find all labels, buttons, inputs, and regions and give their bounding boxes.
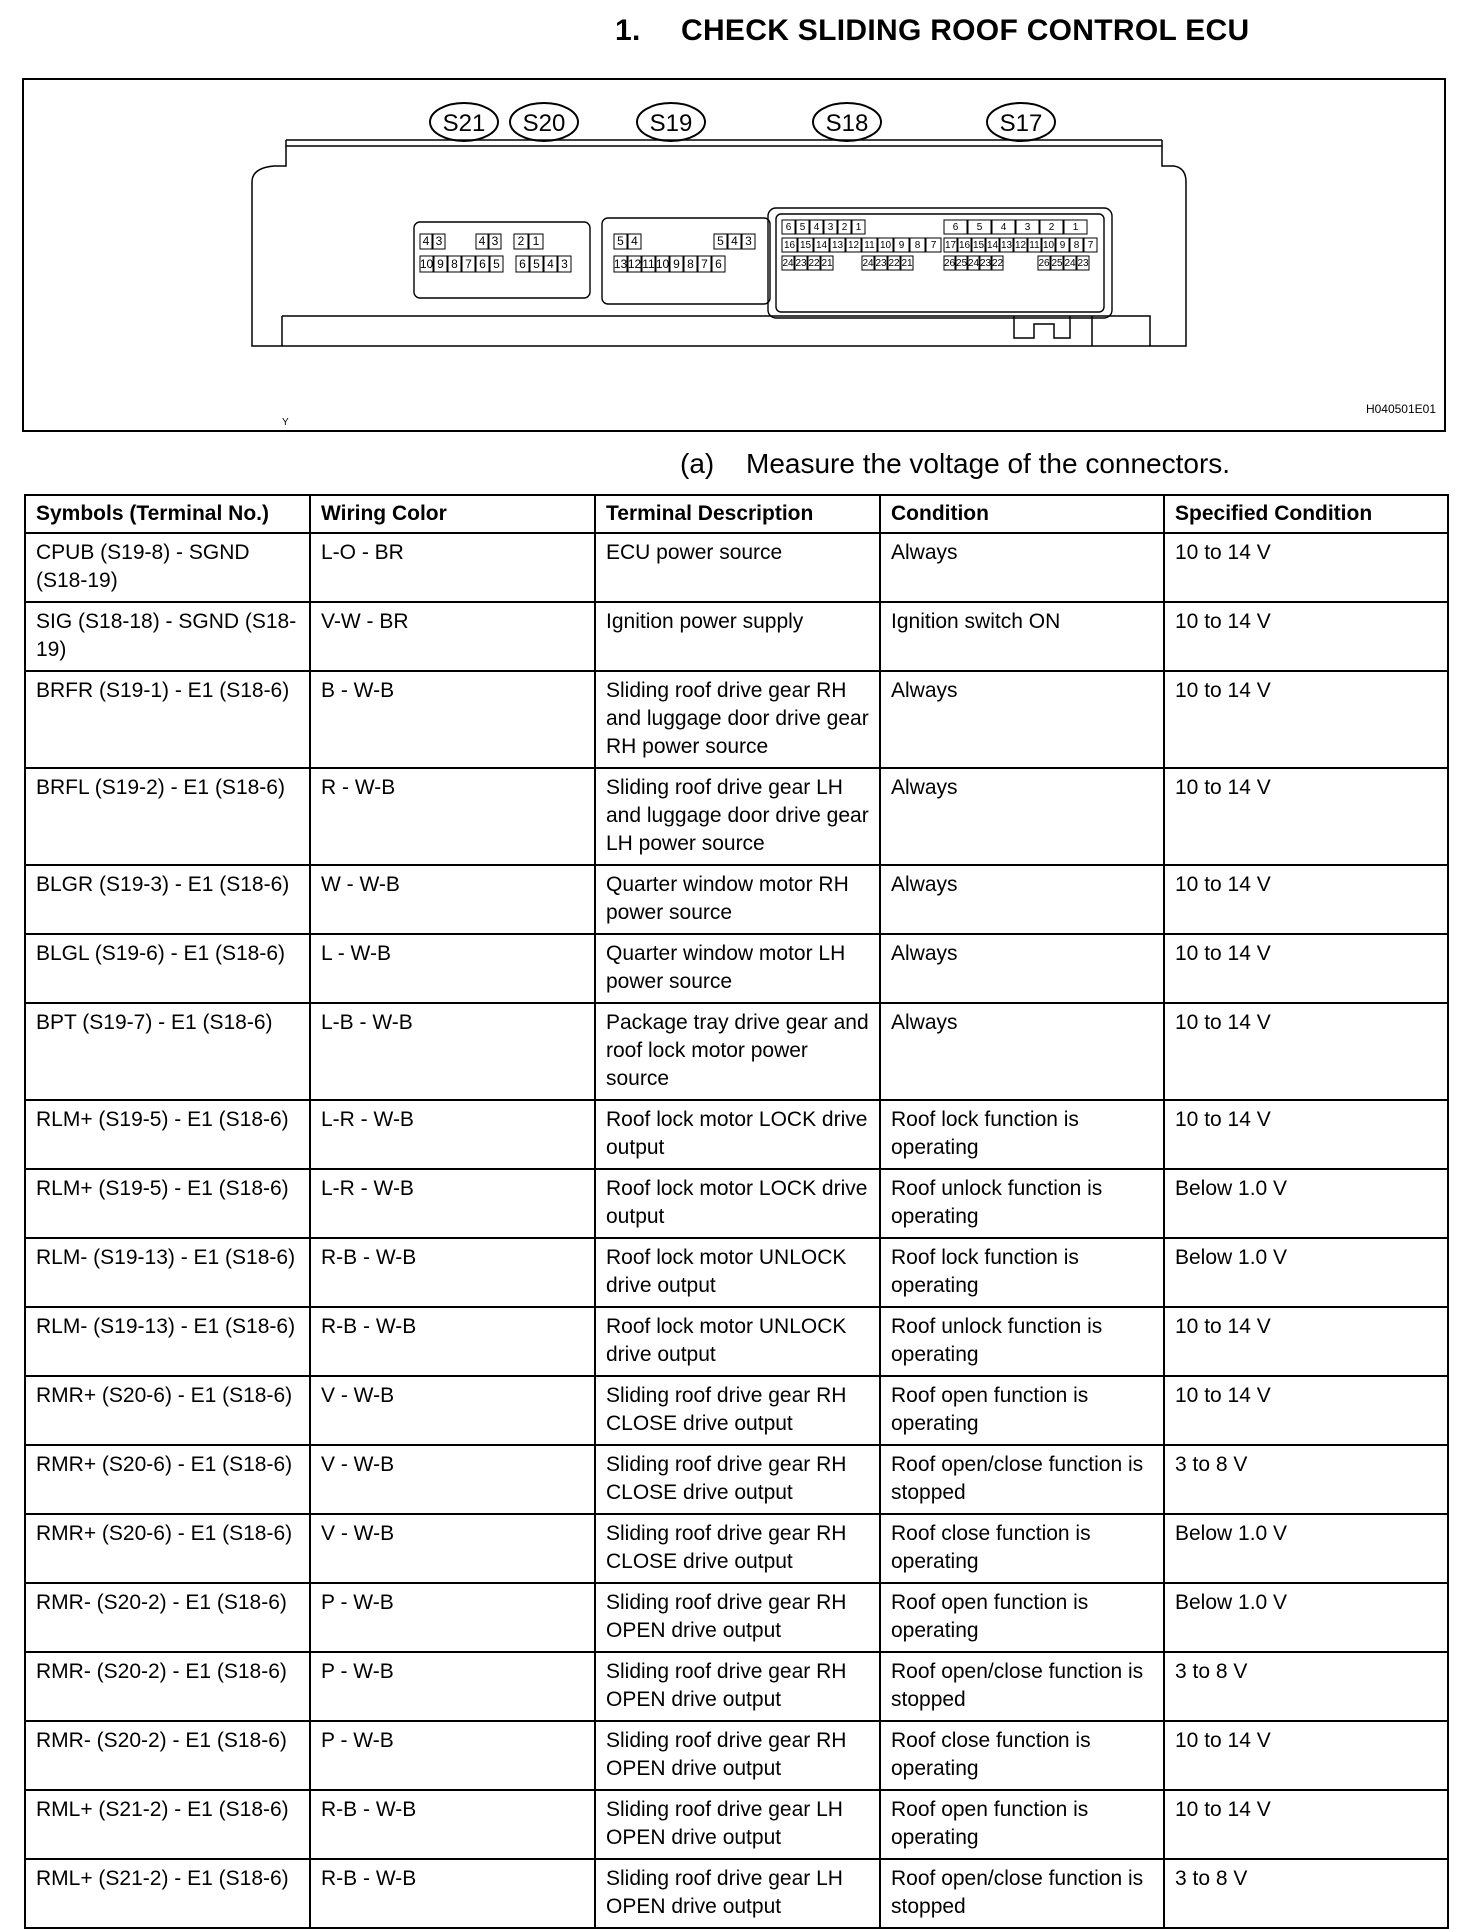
- pin-number: 4: [631, 234, 638, 248]
- symbols-cell: RML+ (S21-2) - E1 (S18-6): [25, 1859, 310, 1928]
- voltage-spec-table: [24, 494, 1449, 1929]
- pin-number: 10: [1042, 240, 1055, 251]
- pin-number: 4: [731, 234, 738, 248]
- pin-number: 22: [888, 258, 900, 269]
- condition-cell: Always: [880, 865, 1164, 934]
- symbols-cell: RLM- (S19-13) - E1 (S18-6): [25, 1238, 310, 1307]
- terminal-description-cell: Quarter window motor LH power source: [595, 934, 880, 1003]
- table-row: [25, 1721, 1448, 1790]
- connector-label-s17: S17: [999, 110, 1043, 137]
- pin-number: 8: [914, 240, 921, 251]
- table-row: [25, 533, 1448, 602]
- pin-number: 1: [1072, 222, 1079, 233]
- table-row: [25, 934, 1448, 1003]
- wiring-color-cell: P - W-B: [310, 1721, 595, 1790]
- pin-number: 4: [422, 234, 430, 248]
- pin-number: 22: [991, 258, 1004, 269]
- symbols-cell: RMR- (S20-2) - E1 (S18-6): [25, 1583, 310, 1652]
- step-instruction: [680, 448, 1230, 480]
- pin-number: 3: [561, 257, 568, 271]
- terminal-description-cell: Sliding roof drive gear RH OPEN drive output: [595, 1652, 880, 1721]
- wiring-color-cell: L-B - W-B: [310, 1003, 595, 1100]
- wiring-color-cell: R-B - W-B: [310, 1790, 595, 1859]
- table-row: [25, 1445, 1448, 1514]
- pin-number: 16: [958, 240, 971, 251]
- terminal-description-cell: Sliding roof drive gear RH CLOSE drive output: [595, 1514, 880, 1583]
- pin-number: 2: [517, 234, 525, 248]
- symbols-cell: RMR+ (S20-6) - E1 (S18-6): [25, 1376, 310, 1445]
- connector-label-s19: S19: [649, 110, 693, 137]
- header-wiring-color: Wiring Color: [310, 495, 595, 533]
- wiring-color-cell: B - W-B: [310, 671, 595, 768]
- table-row: [25, 865, 1448, 934]
- condition-cell: Always: [880, 934, 1164, 1003]
- pin-number: 13: [1000, 240, 1013, 251]
- terminal-description-cell: ECU power source: [595, 533, 880, 602]
- specified-condition-cell: 3 to 8 V: [1164, 1445, 1448, 1514]
- wiring-color-cell: P - W-B: [310, 1652, 595, 1721]
- pin-number: 12: [627, 257, 642, 271]
- header-terminal-description: Terminal Description: [595, 495, 880, 533]
- specified-condition-cell: Below 1.0 V: [1164, 1169, 1448, 1238]
- condition-cell: Always: [880, 533, 1164, 602]
- condition-cell: Roof open/close function is stopped: [880, 1859, 1164, 1928]
- pin-number: 10: [879, 240, 892, 251]
- pin-number: 3: [1024, 222, 1031, 233]
- pin-number: 25: [955, 258, 968, 269]
- wiring-color-cell: L-R - W-B: [310, 1100, 595, 1169]
- table-row: [25, 1238, 1448, 1307]
- condition-cell: Roof close function is operating: [880, 1721, 1164, 1790]
- wiring-color-cell: R-B - W-B: [310, 1307, 595, 1376]
- condition-cell: Roof open/close function is stopped: [880, 1445, 1164, 1514]
- pin-number: 16: [783, 240, 796, 251]
- symbols-cell: RML+ (S21-2) - E1 (S18-6): [25, 1790, 310, 1859]
- terminal-description-cell: Roof lock motor LOCK drive output: [595, 1100, 880, 1169]
- table-header-row: [25, 495, 1448, 533]
- pin-number: 7: [1087, 240, 1094, 251]
- ecu-connector-diagram: [24, 80, 1444, 430]
- heading-number: 1.: [615, 14, 641, 47]
- pin-number: 11: [864, 240, 875, 251]
- table-body: [25, 533, 1448, 1928]
- terminal-description-cell: Sliding roof drive gear LH and luggage door drive gear LH power source: [595, 768, 880, 865]
- pin-number: 7: [465, 257, 472, 271]
- pin-number: 3: [435, 234, 443, 248]
- pin-number: 6: [519, 257, 526, 271]
- pin-number: 17: [944, 240, 957, 251]
- pin-number: 12: [847, 240, 860, 251]
- pin-number: 15: [972, 240, 985, 251]
- terminal-description-cell: Sliding roof drive gear RH CLOSE drive output: [595, 1445, 880, 1514]
- table-row: [25, 1100, 1448, 1169]
- pin-number: 2: [1048, 222, 1055, 233]
- terminal-description-cell: Sliding roof drive gear RH and luggage door drive gear RH power source: [595, 671, 880, 768]
- pin-number: 3: [745, 234, 752, 248]
- terminal-description-cell: Roof lock motor UNLOCK drive output: [595, 1238, 880, 1307]
- pin-number: 25: [1051, 258, 1063, 269]
- wiring-color-cell: V - W-B: [310, 1376, 595, 1445]
- wiring-color-cell: L-O - BR: [310, 533, 595, 602]
- header-symbols: Symbols (Terminal No.): [25, 495, 310, 533]
- pin-number: 8: [1073, 240, 1080, 251]
- symbols-cell: RLM- (S19-13) - E1 (S18-6): [25, 1307, 310, 1376]
- symbols-cell: RMR+ (S20-6) - E1 (S18-6): [25, 1514, 310, 1583]
- pin-number: 9: [437, 257, 444, 271]
- terminal-description-cell: Sliding roof drive gear LH OPEN drive output: [595, 1790, 880, 1859]
- terminal-description-cell: Ignition power supply: [595, 602, 880, 671]
- pin-number: 23: [875, 258, 887, 269]
- symbols-cell: CPUB (S19-8) - SGND (S18-19): [25, 533, 310, 602]
- condition-cell: Roof lock function is operating: [880, 1100, 1164, 1169]
- wiring-color-cell: P - W-B: [310, 1583, 595, 1652]
- condition-cell: Ignition switch ON: [880, 602, 1164, 671]
- pin-number: 3: [827, 222, 834, 233]
- pin-number: 8: [687, 257, 694, 271]
- specified-condition-cell: 10 to 14 V: [1164, 1307, 1448, 1376]
- pin-number: 23: [1077, 258, 1089, 269]
- heading-title: CHECK SLIDING ROOF CONTROL ECU: [681, 14, 1250, 47]
- pin-number: 6: [952, 222, 959, 233]
- connector-label-s18: S18: [825, 110, 869, 137]
- table-row: [25, 768, 1448, 865]
- specified-condition-cell: Below 1.0 V: [1164, 1238, 1448, 1307]
- wiring-color-cell: W - W-B: [310, 865, 595, 934]
- table-row: [25, 1003, 1448, 1100]
- section-heading: [615, 14, 1249, 48]
- condition-cell: Roof open function is operating: [880, 1376, 1164, 1445]
- pin-number: 14: [986, 240, 999, 251]
- pin-number: 1: [532, 234, 540, 248]
- pin-number: 2: [841, 222, 848, 233]
- pin-number: 21: [901, 258, 913, 269]
- condition-cell: Roof open/close function is stopped: [880, 1652, 1164, 1721]
- specified-condition-cell: Below 1.0 V: [1164, 1583, 1448, 1652]
- table-row: [25, 1514, 1448, 1583]
- wiring-color-cell: L - W-B: [310, 934, 595, 1003]
- symbols-cell: RLM+ (S19-5) - E1 (S18-6): [25, 1100, 310, 1169]
- symbols-cell: RMR- (S20-2) - E1 (S18-6): [25, 1652, 310, 1721]
- pin-number: 9: [1059, 240, 1066, 251]
- pin-number: 5: [799, 222, 806, 233]
- ecu-connector-figure: [22, 78, 1446, 432]
- pin-number: 14: [815, 240, 828, 251]
- symbols-cell: RMR+ (S20-6) - E1 (S18-6): [25, 1445, 310, 1514]
- pin-number: 10: [419, 257, 434, 271]
- pin-number: 6: [785, 222, 792, 233]
- step-label: (a): [680, 448, 715, 479]
- pin-number: 24: [967, 258, 980, 269]
- header-specified-condition: Specified Condition: [1164, 495, 1448, 533]
- pin-number: 4: [813, 222, 820, 233]
- step-text: Measure the voltage of the connectors.: [746, 448, 1231, 479]
- pin-number: 15: [799, 240, 812, 251]
- symbols-cell: BRFL (S19-2) - E1 (S18-6): [25, 768, 310, 865]
- specified-condition-cell: 3 to 8 V: [1164, 1652, 1448, 1721]
- condition-cell: Roof unlock function is operating: [880, 1307, 1164, 1376]
- pin-number: 22: [808, 258, 820, 269]
- condition-cell: Always: [880, 671, 1164, 768]
- symbols-cell: BPT (S19-7) - E1 (S18-6): [25, 1003, 310, 1100]
- pin-number: 8: [451, 257, 458, 271]
- terminal-description-cell: Sliding roof drive gear RH OPEN drive output: [595, 1583, 880, 1652]
- specified-condition-cell: 10 to 14 V: [1164, 1721, 1448, 1790]
- table-row: [25, 671, 1448, 768]
- pin-number: 3: [491, 234, 499, 248]
- pin-number: 9: [673, 257, 680, 271]
- pin-number: 5: [493, 257, 500, 271]
- condition-cell: Roof lock function is operating: [880, 1238, 1164, 1307]
- pin-number: 9: [898, 240, 905, 251]
- symbols-cell: SIG (S18-18) - SGND (S18-19): [25, 602, 310, 671]
- condition-cell: Roof unlock function is operating: [880, 1169, 1164, 1238]
- pin-number: 23: [795, 258, 807, 269]
- table-row: [25, 1376, 1448, 1445]
- wiring-color-cell: R-B - W-B: [310, 1859, 595, 1928]
- symbols-cell: BLGR (S19-3) - E1 (S18-6): [25, 865, 310, 934]
- condition-cell: Always: [880, 1003, 1164, 1100]
- pin-number: 12: [1014, 240, 1027, 251]
- table-row: [25, 1859, 1448, 1928]
- specified-condition-cell: 10 to 14 V: [1164, 533, 1448, 602]
- pin-number: 13: [613, 257, 628, 271]
- terminal-description-cell: Roof lock motor LOCK drive output: [595, 1169, 880, 1238]
- pin-number: 26: [1038, 258, 1050, 269]
- pin-number: 21: [821, 258, 833, 269]
- pin-number: 4: [1000, 222, 1007, 233]
- connector-label-s21: S21: [442, 110, 486, 137]
- specified-condition-cell: Below 1.0 V: [1164, 1514, 1448, 1583]
- header-condition: Condition: [880, 495, 1164, 533]
- table-row: [25, 1307, 1448, 1376]
- condition-cell: Roof close function is operating: [880, 1514, 1164, 1583]
- pin-number: 13: [831, 240, 844, 251]
- pin-number: 7: [930, 240, 937, 251]
- specified-condition-cell: 10 to 14 V: [1164, 602, 1448, 671]
- table-row: [25, 602, 1448, 671]
- terminal-description-cell: Quarter window motor RH power source: [595, 865, 880, 934]
- condition-cell: Roof open function is operating: [880, 1583, 1164, 1652]
- table-row: [25, 1790, 1448, 1859]
- specified-condition-cell: 10 to 14 V: [1164, 1376, 1448, 1445]
- terminal-description-cell: Sliding roof drive gear RH OPEN drive output: [595, 1721, 880, 1790]
- specified-condition-cell: 10 to 14 V: [1164, 768, 1448, 865]
- specified-condition-cell: 10 to 14 V: [1164, 865, 1448, 934]
- pin-number: 4: [478, 234, 486, 248]
- specified-condition-cell: 10 to 14 V: [1164, 671, 1448, 768]
- terminal-description-cell: Package tray drive gear and roof lock motor power source: [595, 1003, 880, 1100]
- pin-number: 1: [855, 222, 862, 233]
- connector-label-s20: S20: [522, 110, 566, 137]
- specified-condition-cell: 10 to 14 V: [1164, 1790, 1448, 1859]
- pin-number: 11: [1029, 240, 1040, 251]
- table-row: [25, 1652, 1448, 1721]
- pin-number: 24: [782, 258, 794, 269]
- pin-number: 4: [547, 257, 554, 271]
- corner-mark: Y: [282, 417, 289, 428]
- terminal-description-cell: Sliding roof drive gear RH CLOSE drive output: [595, 1376, 880, 1445]
- terminal-description-cell: Roof lock motor UNLOCK drive output: [595, 1307, 880, 1376]
- condition-cell: Roof open function is operating: [880, 1790, 1164, 1859]
- wiring-color-cell: V - W-B: [310, 1514, 595, 1583]
- pin-number: 24: [1064, 258, 1076, 269]
- symbols-cell: BRFR (S19-1) - E1 (S18-6): [25, 671, 310, 768]
- specified-condition-cell: 3 to 8 V: [1164, 1859, 1448, 1928]
- pin-number: 5: [617, 234, 624, 248]
- pin-number: 26: [943, 258, 956, 269]
- symbols-cell: BLGL (S19-6) - E1 (S18-6): [25, 934, 310, 1003]
- pin-number: 24: [862, 258, 874, 269]
- wiring-color-cell: R - W-B: [310, 768, 595, 865]
- terminal-description-cell: Sliding roof drive gear LH OPEN drive output: [595, 1859, 880, 1928]
- wiring-color-cell: V - W-B: [310, 1445, 595, 1514]
- wiring-color-cell: L-R - W-B: [310, 1169, 595, 1238]
- pin-number: 6: [715, 257, 722, 271]
- condition-cell: Always: [880, 768, 1164, 865]
- pin-number: 10: [655, 257, 670, 271]
- figure-code: H040501E01: [1365, 402, 1436, 416]
- specified-condition-cell: 10 to 14 V: [1164, 1003, 1448, 1100]
- wiring-color-cell: R-B - W-B: [310, 1238, 595, 1307]
- symbols-cell: RMR- (S20-2) - E1 (S18-6): [25, 1721, 310, 1790]
- pin-number: 7: [701, 257, 708, 271]
- specified-condition-cell: 10 to 14 V: [1164, 1100, 1448, 1169]
- pin-number: 6: [479, 257, 486, 271]
- pin-number: 5: [533, 257, 540, 271]
- wiring-color-cell: V-W - BR: [310, 602, 595, 671]
- pin-number: 5: [976, 222, 983, 233]
- symbols-cell: RLM+ (S19-5) - E1 (S18-6): [25, 1169, 310, 1238]
- table-row: [25, 1169, 1448, 1238]
- pin-number: 23: [979, 258, 992, 269]
- specified-condition-cell: 10 to 14 V: [1164, 934, 1448, 1003]
- table-row: [25, 1583, 1448, 1652]
- pin-number: 5: [717, 234, 724, 248]
- pin-number: 11: [642, 257, 655, 271]
